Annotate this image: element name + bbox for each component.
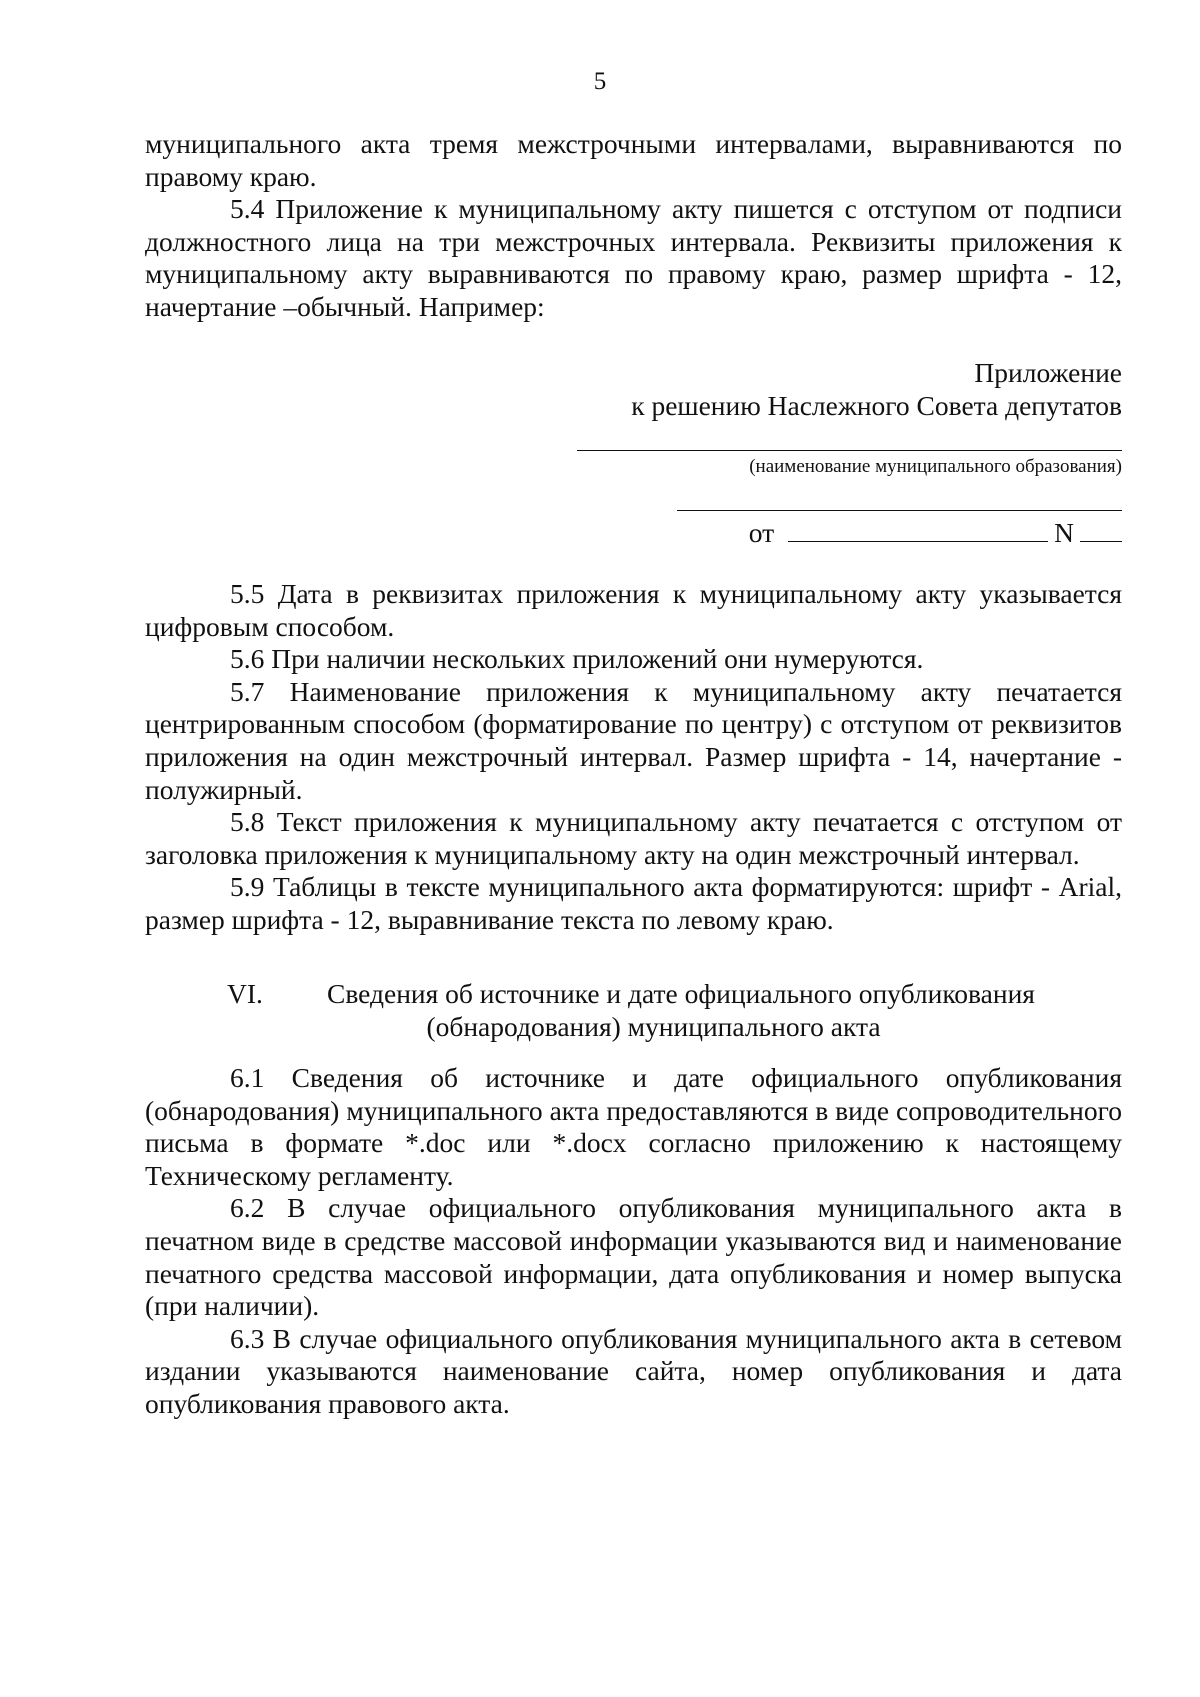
paragraph-5-5: 5.5 Дата в реквизитах приложения к муниципальному акту указывается цифровым способом. — [145, 578, 1122, 642]
paragraph-5-7: 5.7 Наименование приложения к муниципальному акту печатается центрированным способом (форматирование по центру) с отступом от реквизитов приложения на один межстрочный интервал. Размер шрифта - 14, начертание - полужирный. — [145, 675, 1122, 805]
paragraph-6-3: 6.3 В случае официального опубликования муниципального акта в сетевом издании указываются наименование сайта, номер опубликования и дата опубликования правового акта. — [145, 1322, 1122, 1419]
appendix-requisites-example — [562, 356, 1122, 422]
text-block-bottom — [145, 1062, 1122, 1421]
page-number: 5 — [593, 68, 607, 95]
blank-line-municipality — [577, 450, 1122, 451]
paragraph-5-9: 5.9 Таблицы в тексте муниципального акта форматируются: шрифт - Arial, размер шрифта - 12, выравнивание текста по левому краю. — [145, 871, 1122, 935]
section-number: VI. — [227, 978, 263, 1009]
municipality-caption: (наименование муниципального образования) — [749, 456, 1122, 477]
date-blank — [788, 517, 1048, 542]
paragraph-6-1: 6.1 Сведения об источнике и дате официального опубликования (обнародования) муниципального акта предоставляются в виде сопроводительного письма в формате *.doc или *.docx согласно приложению к настоящему Техническому регламенту. — [145, 1062, 1122, 1191]
paragraph-5-8: 5.8 Текст приложения к муниципальному акту печатается с отступом от заголовка приложения к муниципальному акту на один межстрочный интервал. — [145, 806, 1122, 870]
text-block-middle — [145, 578, 1122, 937]
section-heading — [145, 978, 1122, 1043]
blank-line-second — [677, 510, 1122, 511]
text-block-top — [145, 128, 1122, 324]
date-number-row — [749, 516, 1122, 549]
section-title-line2: (обнародования) муниципального акта — [426, 1010, 881, 1042]
number-label: N — [1054, 517, 1074, 548]
appendix-title: Приложение — [974, 357, 1122, 388]
paragraph-6-2: 6.2 В случае официального опубликования муниципального акта в печатном виде в средстве массовой информации указываются вид и наименование печатного средства массовой информации, дата опубликования и номер выпуска (при наличии). — [145, 1192, 1122, 1322]
number-blank — [1080, 517, 1122, 542]
section-title-line1: Сведения об источнике и дате официального опубликования — [327, 978, 1035, 1009]
from-label: от — [748, 517, 775, 548]
appendix-subtitle: к решению Наслежного Совета депутатов — [631, 390, 1122, 421]
paragraph-continuation: муниципального акта тремя межстрочными интервалами, выравниваются по правому краю. — [145, 128, 1122, 192]
paragraph-5-6: 5.6 При наличии нескольких приложений они нумеруются. — [230, 643, 924, 675]
paragraph-5-4: 5.4 Приложение к муниципальному акту пишется с отступом от подписи должностного лица на три межстрочных интервала. Реквизиты приложения к муниципальному акту выравниваются по правому краю, размер шрифта - 12, начертание –обычный. Например: — [145, 193, 1122, 322]
